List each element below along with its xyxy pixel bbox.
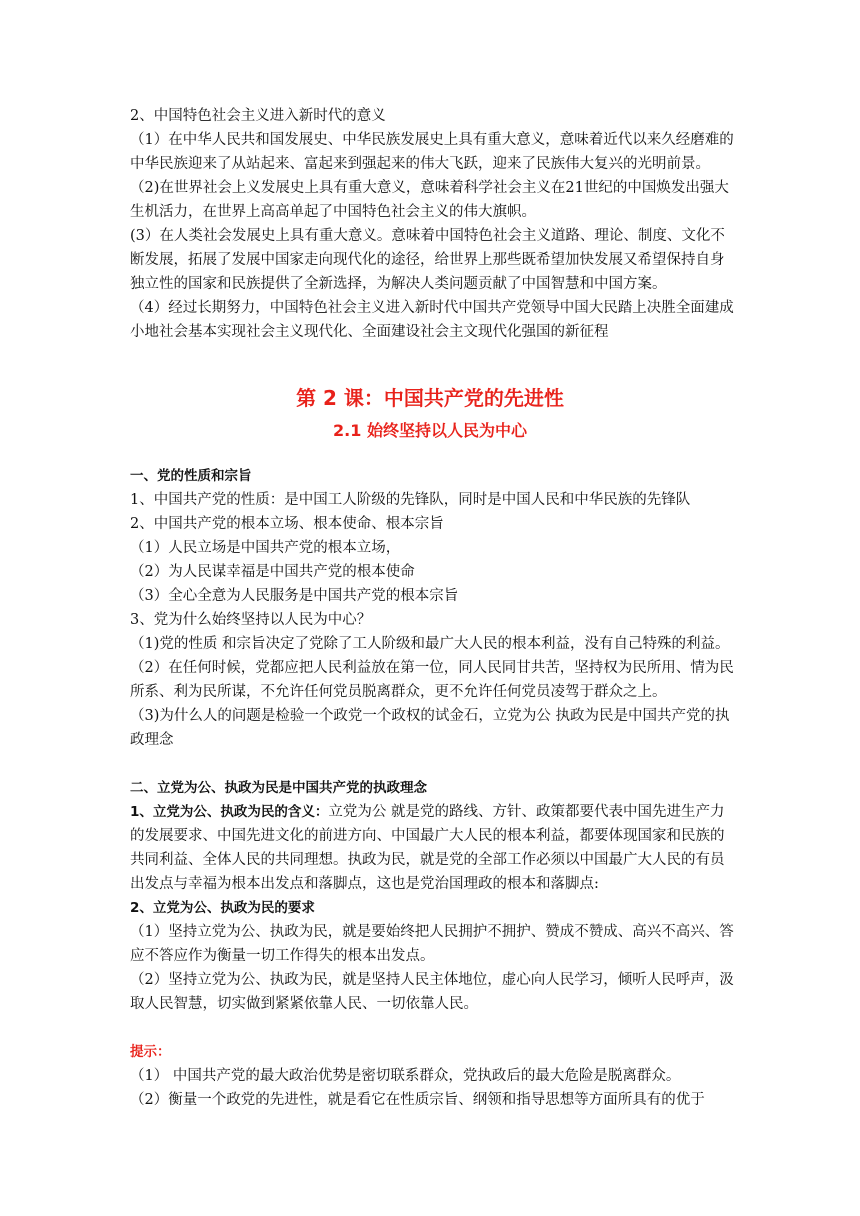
list-item: 3、党为什么始终坚持以人民为中心？	[130, 612, 372, 628]
definition-text: 立党为公 就是党的路线、方针、政策都要代表中国先进生产力的发展要求、中国先进文化的前进方向、中国最广大人民的根本利益，都要体现国家和民族的共同利益、全体人民的共同理想。执政为民，就是党的全部工作必须以中国最广大人民的有员出发点与幸福为根本出发点和落脚点，这也是党治国理政的根本和落脚点:	[130, 804, 725, 892]
list-item: （1)党的性质 和宗旨决定了党除了工人阶级和最广大人民的根本利益，没有自己特殊的利益。	[130, 636, 730, 652]
tips-label: 提示：	[130, 1044, 171, 1060]
part-heading: 一、党的性质和宗旨	[130, 468, 252, 484]
section-title-2-1: 2.1 始终坚持以人民为中心	[333, 421, 527, 440]
list-item: （2）为人民谋幸福是中国共产党的根本使命	[130, 564, 415, 580]
paragraph: (3）在人类社会发展史上具有重大意义。意味着中国特色社会主义道路、理论、制度、文化不断发展，拓展了发展中国家走向现代化的途径，给世界上那些既希望加快发展又希望保持自身独立性的国家和民族提供了全新选择，为解决人类问题贡献了中国智慧和中国方案。	[130, 228, 725, 292]
paragraph: （1）在中华人民共和国发展史、中华民族发展史上具有重大意义，意味着近代以来久经磨难的中华民族迎来了从站起来、富起来到强起来的伟大飞跃，迎来了民族伟大复兴的光明前景。	[130, 132, 734, 172]
tip-item: （2）衡量一个政党的先进性，就是看它在性质宗旨、纲领和指导思想等方面所具有的优于	[130, 1092, 705, 1108]
party-nature-section	[130, 464, 736, 1112]
requirements-label: 2、立党为公、执政为民的要求	[130, 900, 315, 916]
list-item: 1、中国共产党的性质：是中国工人阶级的先锋队，同时是中国人民和中华民族的先锋队	[130, 492, 691, 508]
definition-label: 1、立党为公、执政为民的含义：	[130, 804, 329, 820]
list-item: （1）坚持立党为公、执政为民，就是要始终把人民拥护不拥护、赞成不赞成、高兴不高兴、答应不答应作为衡量一切工作得失的根本出发点。	[130, 924, 734, 964]
definition-paragraph	[130, 800, 736, 896]
list-item: （2）坚持立党为公、执政为民，就是坚持人民主体地位，虚心向人民学习，倾听人民呼声，汲取人民智慧，切实做到紧紧依靠人民、一切依靠人民。	[130, 972, 734, 1012]
part-heading: 二、立党为公、执政为民是中国共产党的执政理念	[130, 780, 427, 796]
list-item: （3）全心全意为人民服务是中国共产党的根本宗旨	[130, 588, 459, 604]
list-item: （1）人民立场是中国共产党的根本立场，	[130, 540, 401, 556]
chapter-title: 第 2 课：中国共产党的先进性	[296, 386, 564, 410]
significance-section	[130, 104, 736, 344]
section-title: 2、中国特色社会主义进入新时代的意义	[130, 108, 386, 124]
paragraph: （4）经过长期努力，中国特色社会主义进入新时代中国共产党领导中国大民踏上决胜全面建成小地社会基本实现社会主义现代化、全面建设社会主文现代化强国的新征程	[130, 300, 734, 340]
paragraph: （2)在世界社会上义发展史上具有重大意义，意味着科学社会主义在21世纪的中国焕发出强大生机活力，在世界上高高单起了中国特色社会主义的伟大旗帜。	[130, 180, 729, 220]
tip-item: （1） 中国共产党的最大政治优势是密切联系群众，党执政后的最大危险是脱离群众。	[130, 1068, 681, 1084]
list-item: 2、中国共产党的根本立场、根本使命、根本宗旨	[130, 516, 444, 532]
list-item: （3)为什么人的问题是检验一个政党一个政权的试金石，立党为公 执政为民是中国共产党的执政理念	[130, 708, 730, 748]
list-item: （2）在任何时候，党都应把人民利益放在第一位，同人民同甘共苦，坚持权为民所用、情为民所系、利为民所谋，不允许任何党员脱离群众，更不允许任何党员凌驾于群众之上。	[130, 660, 734, 700]
